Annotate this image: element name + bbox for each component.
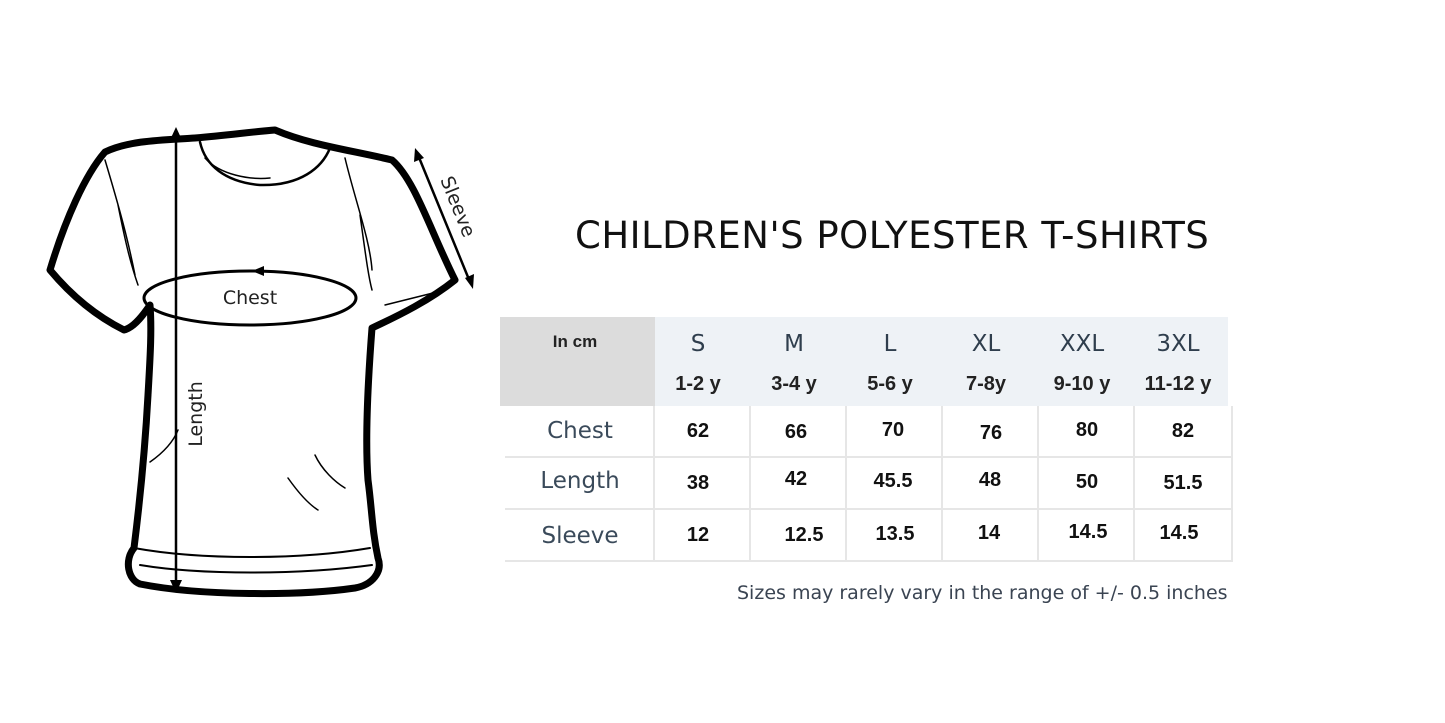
size-label: 3XL (1156, 331, 1200, 357)
size-header-band (655, 317, 1228, 406)
age-label: 1-2 y (675, 373, 721, 395)
sleeve-arrow-top-icon (414, 148, 424, 162)
chest-label: Chest (222, 287, 278, 309)
table-value: 48 (978, 469, 1002, 491)
age-label: 9-10 y (1053, 373, 1111, 395)
age-label: 5-6 y (867, 373, 913, 395)
page-title: CHILDREN'S POLYESTER T-SHIRTS (575, 214, 1210, 257)
table-row-sleeve (505, 510, 1233, 562)
table-value: 14.5 (1159, 522, 1199, 544)
table-value: 14.5 (1068, 521, 1108, 543)
table-value: 14 (977, 522, 1001, 544)
table-value: 76 (979, 422, 1003, 444)
table-row-chest (505, 406, 1233, 458)
table-value: 42 (784, 468, 808, 490)
age-label: 3-4 y (771, 373, 817, 395)
size-label: S (690, 331, 706, 357)
table-value: 62 (686, 420, 710, 442)
table-value: 38 (686, 472, 710, 494)
chest-arrow-icon (252, 266, 264, 276)
sleeve-label: Sleeve (435, 173, 480, 241)
sleeve-seam-left (105, 160, 138, 285)
table-value: 12 (686, 524, 710, 546)
size-label: L (883, 331, 897, 357)
hem-line (134, 548, 372, 573)
table-value: 80 (1075, 419, 1099, 441)
table-value: 12.5 (784, 524, 824, 546)
length-arrow-top-icon (170, 127, 182, 140)
row-label: Chest (547, 418, 613, 444)
unit-label: In cm (552, 332, 598, 351)
size-label: XL (971, 331, 1001, 357)
table-value: 82 (1171, 420, 1195, 442)
tshirt-outline (50, 130, 455, 594)
table-value: 50 (1075, 471, 1099, 493)
table-row-length (505, 458, 1233, 510)
table-value: 51.5 (1163, 472, 1203, 494)
age-label: 11-12 y (1144, 373, 1212, 395)
unit-header-cell (500, 317, 655, 406)
age-label: 7-8y (965, 373, 1007, 395)
table-value: 70 (881, 419, 905, 441)
row-label: Length (540, 468, 620, 494)
length-label: Length (185, 381, 207, 447)
size-label: M (784, 331, 804, 357)
tshirt-diagram (0, 0, 520, 723)
row-label: Sleeve (541, 523, 619, 549)
table-value: 66 (784, 421, 808, 443)
table-value: 13.5 (875, 523, 915, 545)
measurement-grid (505, 406, 1233, 560)
size-label: XXL (1059, 331, 1105, 357)
table-value: 45.5 (873, 470, 913, 492)
size-variation-note: Sizes may rarely vary in the range of +/- 0.5 inches (737, 582, 1228, 604)
fold-lines (150, 430, 345, 510)
